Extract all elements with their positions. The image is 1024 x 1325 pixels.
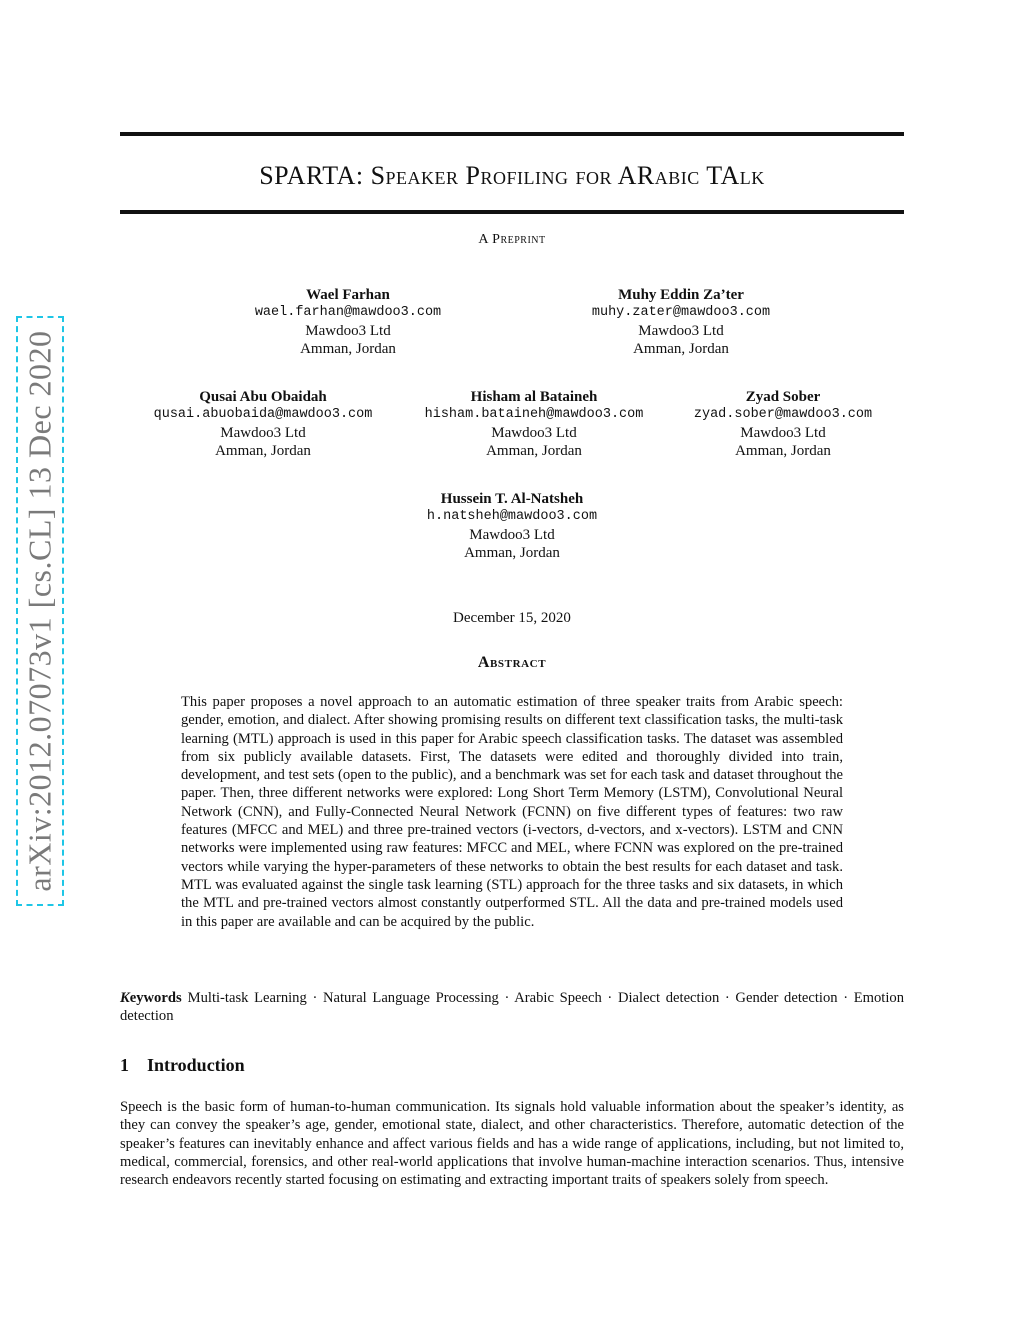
author-location: Amman, Jordan [300,341,396,357]
arxiv-identifier: arXiv:2012.07073v1 [cs.CL] 13 Dec 2020 [21,330,58,892]
abstract-heading: Abstract [477,654,547,671]
author-block [188,286,508,358]
author-affiliation: Mawdoo3 Ltd [491,425,577,441]
keywords-paragraph [120,989,904,1026]
keywords-label-first: K [120,990,130,1006]
author-location: Amman, Jordan [735,443,831,459]
author-block [352,490,672,562]
author-name: Zyad Sober [745,389,821,405]
paper-date: December 15, 2020 [453,610,571,626]
keywords-label [120,990,182,1006]
author-name: Wael Farhan [306,287,390,303]
section-number: 1 [120,1055,129,1075]
author-affiliation: Mawdoo3 Ltd [638,323,724,339]
author-affiliation: Mawdoo3 Ltd [469,527,555,543]
author-name: Hisham al Bataineh [470,389,598,405]
author-location: Amman, Jordan [464,545,560,561]
author-affiliation: Mawdoo3 Ltd [740,425,826,441]
keywords-label-rest: eywords [129,990,182,1006]
author-email[interactable]: zyad.sober@mawdoo3.com [693,407,873,422]
abstract-body: This paper proposes a novel approach to an automatic estimation of three speaker traits from Arabic speech: gender, emotion, and dialect. After showing promising results on different text classification tasks, the multi-task learning (MTL) approach is used in this paper for Arabic speech classification tasks. The dataset was assembled from six publicly available datasets. First, The datasets were edited and thoroughly divided into train, development, and test sets (open to the public), and a benchmark was set for each task and dataset throughout the paper. Then, three different networks were explored: Long Short Term Memory (LSTM), Convolutional Neural Network (CNN), and Fully-Connected Neural Network (FCNN) on five different types of features: two raw features (MFCC and MEL) and three pre-trained vectors (i-vectors, d-vectors, and x-vectors). LSTM and CNN networks were implemented using raw features: MFCC and MEL, where FCNN was explored on the pre-trained vectors while varying the hyper-parameters of these networks to obtain the best results for each dataset and task. MTL was evaluated against the single task learning (STL) approach for the three tasks and six datasets, in which the MTL and pre-trained vectors almost constantly outperformed STL. All the data and pre-trained models used in this paper are available and can be acquired by the public. [181,694,843,930]
author-affiliation: Mawdoo3 Ltd [305,323,391,339]
author-name: Hussein T. Al-Natsheh [440,491,584,507]
author-email[interactable]: qusai.abuobaida@mawdoo3.com [153,407,373,422]
author-email[interactable]: wael.farhan@mawdoo3.com [254,305,442,320]
title-rule-top [120,132,904,136]
author-location: Amman, Jordan [486,443,582,459]
author-block [623,388,943,460]
section-title: Introduction [147,1055,245,1075]
paper-title: SPARTA: Speaker Profiling for ARabic TAlk [259,161,765,190]
section-heading [120,1055,245,1076]
title-rule-bottom [120,210,904,214]
author-affiliation: Mawdoo3 Ltd [220,425,306,441]
author-location: Amman, Jordan [215,443,311,459]
author-location: Amman, Jordan [633,341,729,357]
author-email[interactable]: muhy.zater@mawdoo3.com [591,305,771,320]
author-email[interactable]: hisham.bataineh@mawdoo3.com [424,407,644,422]
preprint-label: A Preprint [478,232,546,247]
author-block [521,286,841,358]
author-name: Muhy Eddin Za’ter [618,287,744,303]
keywords-list: Multi-task Learning · Natural Language Processing · Arabic Speech · Dialect detection · Gender detection · Emotion detection [120,990,904,1025]
introduction-body: Speech is the basic form of human-to-human communication. Its signals hold valuable information about the speaker’s identity, as they can convey the speaker’s age, gender, emotional state, dialect, and other characteristics. Therefore, automatic detection of the speaker’s features can inevitably enhance and affect various fields and has a wide range of applications, including, but not limited to, medical, commercial, forensics, and other real-world applications that involve human-machine interaction scenarios. Thus, intensive research endeavors recently started focusing on estimating and extracting important traits of speakers solely from speech. [120,1099,904,1189]
author-name: Qusai Abu Obaidah [199,389,327,405]
author-email[interactable]: h.natsheh@mawdoo3.com [426,509,598,524]
